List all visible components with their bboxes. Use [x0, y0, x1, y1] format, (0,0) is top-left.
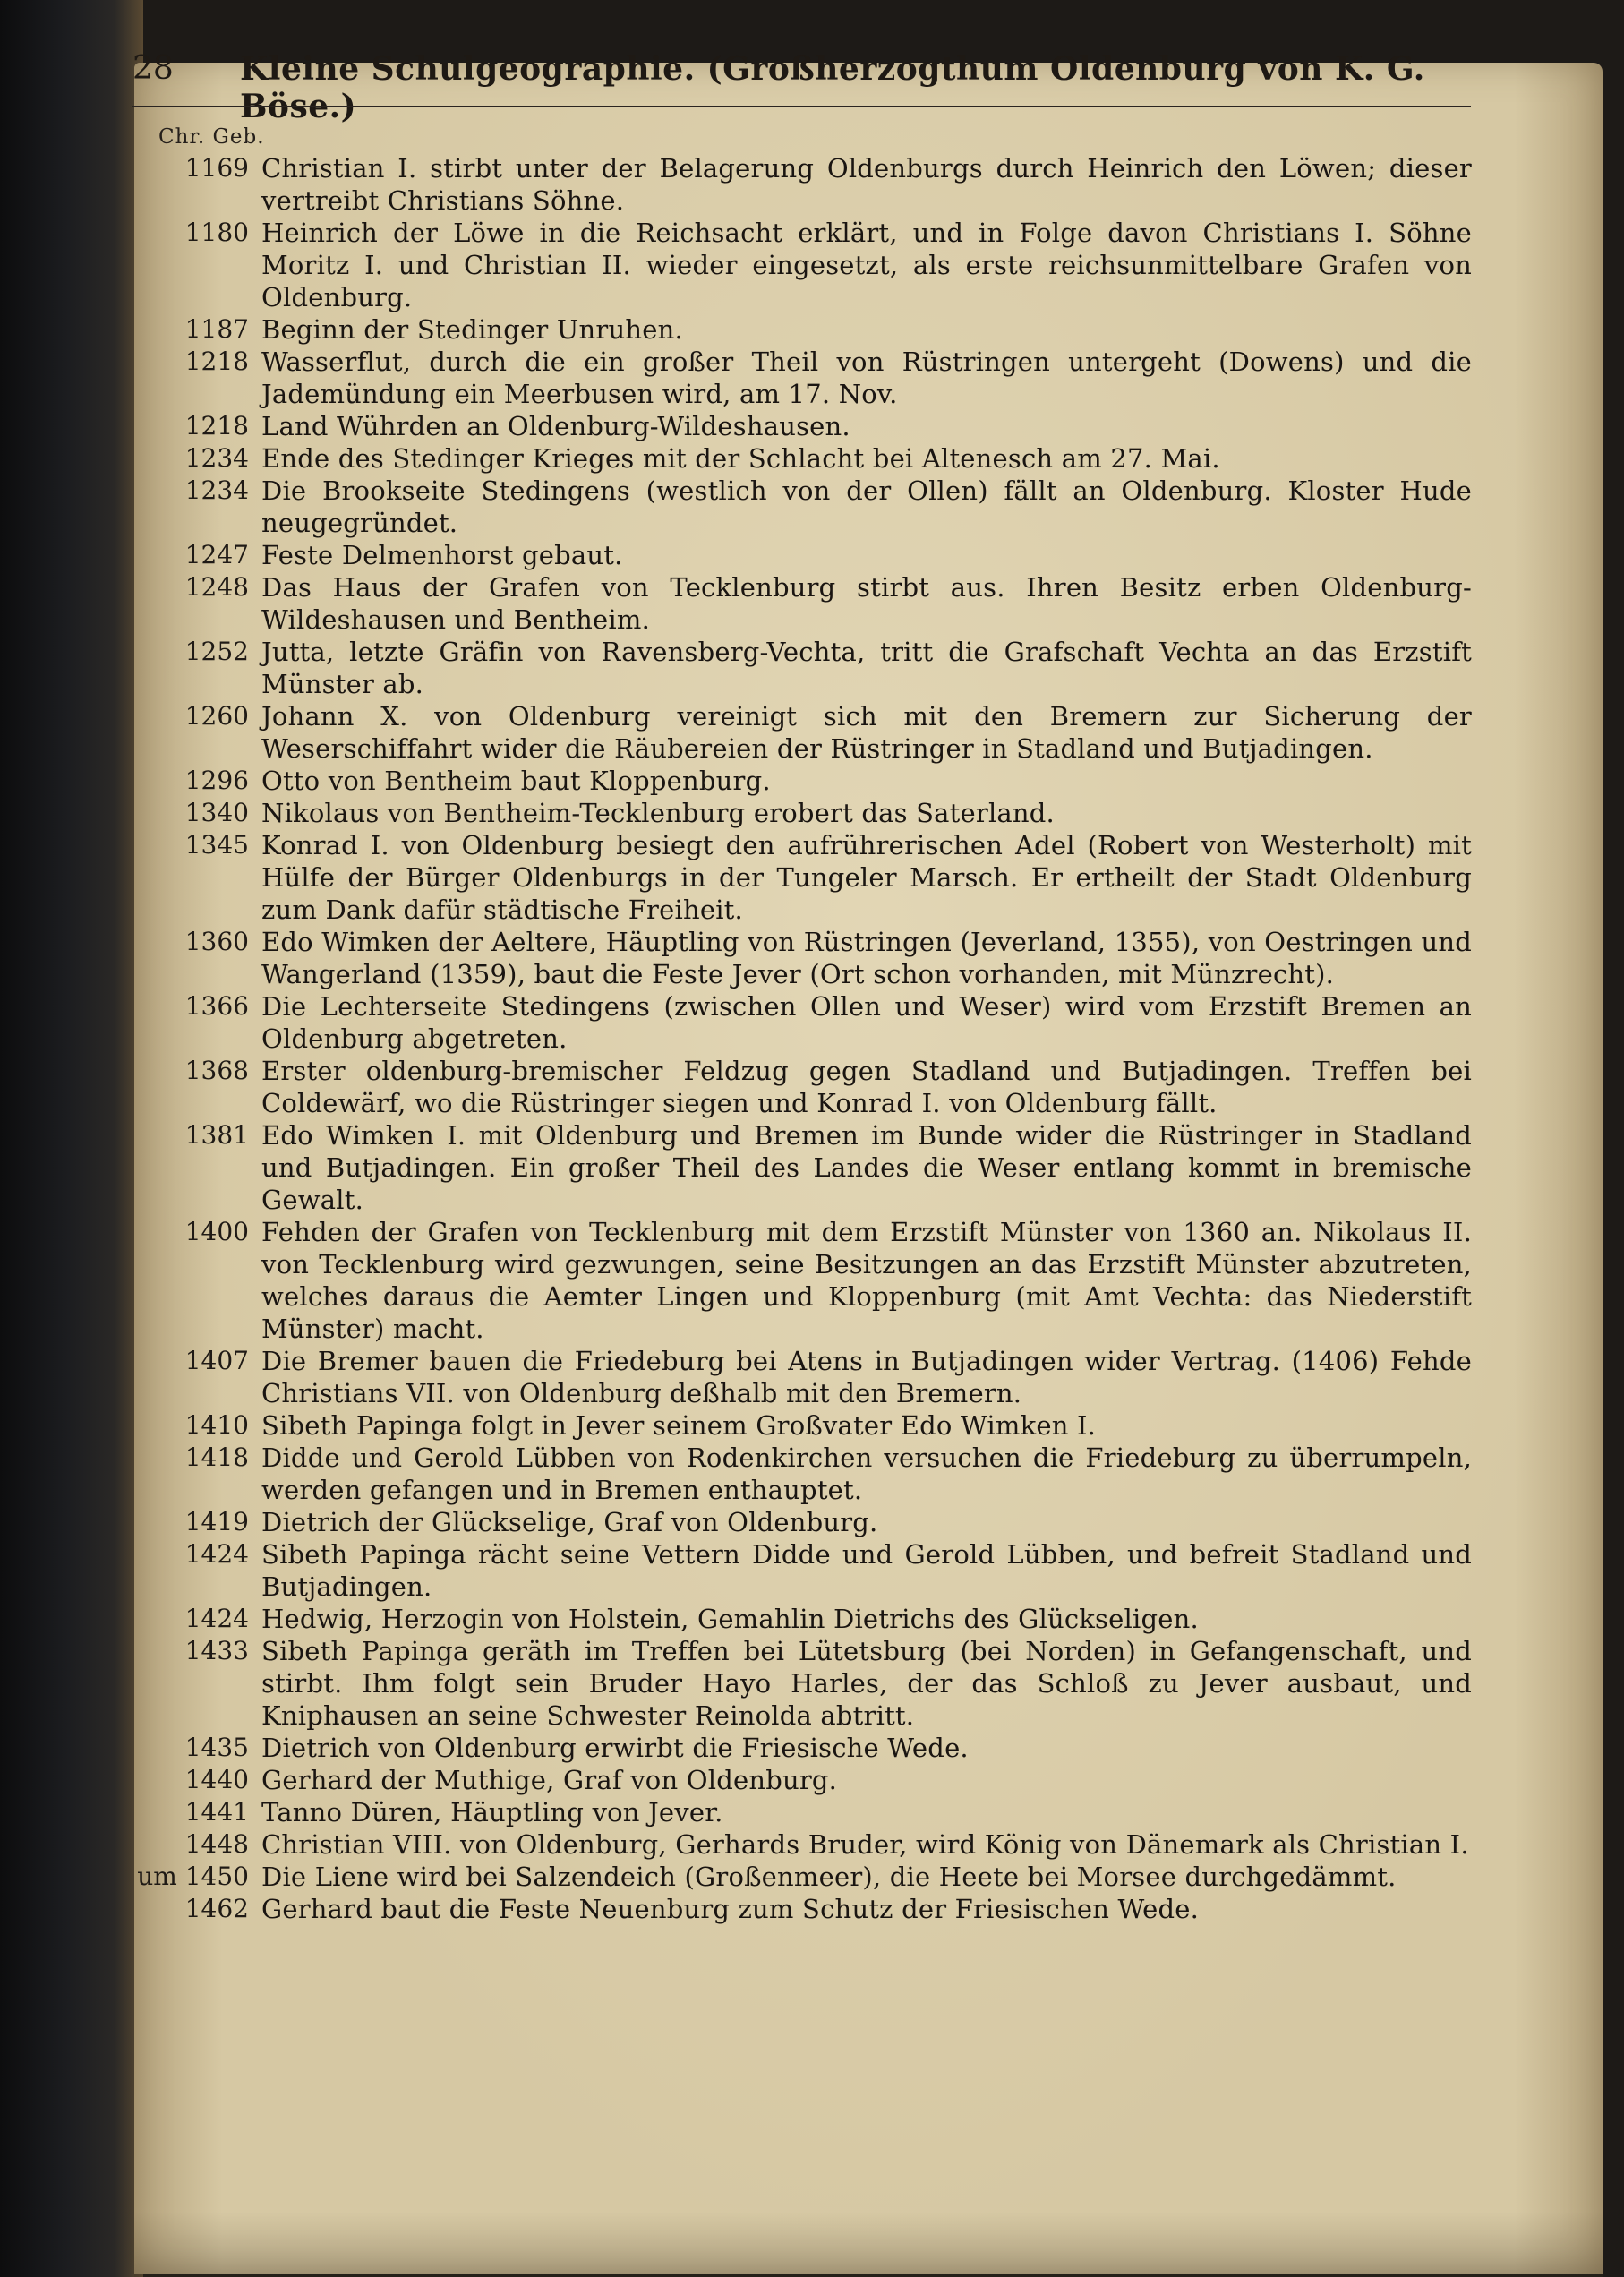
chronology-entry [134, 442, 1477, 475]
entry-year: 1296 [184, 766, 249, 795]
entry-text: Sibeth Papinga folgt in Jever seinem Großvater Edo Wimken I. [261, 1410, 1097, 1441]
entry-year: 1218 [184, 411, 249, 441]
chronology-entry [134, 571, 1477, 636]
entry-text: Edo Wimken I. mit Oldenburg und Bremen im Bunde wider die Rüstringer in Stadland und Butjadingen. Ein großer Theil des Landes die Weser entlang kommt in bremische Gewalt. [261, 1120, 1472, 1215]
chronology-list [134, 152, 1477, 1925]
entry-year: 1440 [184, 1765, 249, 1794]
entry-year: 1345 [184, 830, 249, 860]
entry-year: 1260 [184, 701, 249, 731]
entry-year: um 1450 [137, 1862, 249, 1891]
entry-text: Sibeth Papinga rächt seine Vettern Didde und Gerold Lübben, und befreit Stadland und Butjadingen. [261, 1539, 1472, 1602]
chronology-entry [134, 1409, 1477, 1442]
entry-text: Die Lechterseite Stedingens (zwischen Ollen und Weser) wird vom Erzstift Bremen an Oldenburg abgetreten. [261, 991, 1472, 1054]
chronology-entry [134, 1828, 1477, 1861]
chronology-entry [134, 1732, 1477, 1764]
chronology-entry [134, 1506, 1477, 1538]
entry-year: 1360 [184, 927, 249, 956]
entry-year: 1234 [184, 475, 249, 505]
entry-year: 1407 [184, 1346, 249, 1375]
page-header [132, 50, 1471, 125]
chronology-entry [134, 1055, 1477, 1119]
chronology-entry [134, 539, 1477, 571]
entry-text: Das Haus der Grafen von Tecklenburg stirbt aus. Ihren Besitz erben Oldenburg-Wildeshausen und Bentheim. [261, 572, 1472, 635]
entry-year: 1424 [184, 1539, 249, 1569]
entry-year: 1187 [184, 314, 249, 344]
entry-year: 1368 [184, 1056, 249, 1085]
entry-text: Wasserflut, durch die ein großer Theil von Rüstringen untergeht (Dowens) und die Jademündung ein Meerbusen wird, am 17. Nov. [261, 347, 1472, 409]
entry-text: Fehden der Grafen von Tecklenburg mit dem Erzstift Münster von 1360 an. Nikolaus II. von Tecklenburg wird gezwungen, seine Besitzungen an das Erzstift Münster abzutreten, welches daraus die Aemter Lingen und Kloppenburg (mit Amt Vechta: das Niederstift Münster) macht. [261, 1217, 1472, 1344]
chronology-entry [134, 1119, 1477, 1216]
entry-text: Jutta, letzte Gräfin von Ravensberg-Vechta, tritt die Grafschaft Vechta an das Erzstift Münster ab. [261, 637, 1472, 699]
chronology-entry [134, 346, 1477, 410]
entry-text: Sibeth Papinga geräth im Treffen bei Lütetsburg (bei Norden) in Gefangenschaft, und stirbt. Ihm folgt sein Bruder Hayo Harles, der das Schloß zu Jever ausbaut, und Kniphausen an seine Schwester Reinolda abtritt. [261, 1636, 1472, 1731]
entry-year: 1252 [184, 637, 249, 666]
entry-year: 1410 [184, 1410, 249, 1440]
entry-year: 1180 [184, 218, 249, 247]
entry-text: Gerhard der Muthige, Graf von Oldenburg. [261, 1765, 838, 1795]
chronology-entry [134, 700, 1477, 765]
entry-year: 1169 [184, 153, 249, 183]
chronology-entry [134, 475, 1477, 539]
entry-year: 1419 [184, 1507, 249, 1537]
chronology-entry [134, 990, 1477, 1055]
entry-text: Tanno Düren, Häuptling von Jever. [261, 1797, 723, 1828]
entry-year: 1381 [184, 1120, 249, 1150]
entry-text: Hedwig, Herzogin von Holstein, Gemahlin Dietrichs des Glückseligen. [261, 1604, 1199, 1634]
page-bottom-shadow [134, 2212, 1603, 2277]
chronology-entry [134, 1538, 1477, 1603]
chronology-entry [134, 1635, 1477, 1732]
entry-text: Konrad I. von Oldenburg besiegt den aufrührerischen Adel (Robert von Westerholt) mit Hülfe der Bürger Oldenburgs in der Tungeler Marsch. Er ertheilt der Stadt Oldenburg zum Dank dafür städtische Freiheit. [261, 830, 1472, 925]
chronology-entry [134, 1442, 1477, 1506]
entry-text: Christian VIII. von Oldenburg, Gerhards Bruder, wird König von Dänemark als Christian I. [261, 1829, 1469, 1860]
entry-text: Edo Wimken der Aeltere, Häuptling von Rüstringen (Jeverland, 1355), von Oestringen und Wangerland (1359), baut die Feste Jever (Ort schon vorhanden, mit Münzrecht). [261, 927, 1472, 989]
entry-text: Feste Delmenhorst gebaut. [261, 540, 623, 570]
page-number: 28 [132, 50, 174, 87]
entry-text: Die Bremer bauen die Friedeburg bei Atens in Butjadingen wider Vertrag. (1406) Fehde Christians VII. von Oldenburg deßhalb mit den Bremern. [261, 1346, 1472, 1408]
column-label: Chr. Geb. [158, 125, 265, 149]
entry-year: 1248 [184, 572, 249, 602]
entry-year: 1462 [184, 1894, 249, 1923]
entry-text: Erster oldenburg-bremischer Feldzug gegen Stadland und Butjadingen. Treffen bei Coldewärf, wo die Rüstringer siegen und Konrad I. von Oldenburg fällt. [261, 1056, 1472, 1118]
chronology-entry [134, 829, 1477, 926]
chronology-entry [134, 765, 1477, 797]
chronology-entry [134, 636, 1477, 700]
entry-text: Ende des Stedinger Krieges mit der Schlacht bei Altenesch am 27. Mai. [261, 443, 1220, 474]
chronology-entry [134, 1764, 1477, 1796]
entry-year: 1247 [184, 540, 249, 569]
entry-text: Beginn der Stedinger Unruhen. [261, 314, 683, 345]
entry-year: 1435 [184, 1733, 249, 1762]
entry-year: 1448 [184, 1829, 249, 1859]
entry-text: Dietrich von Oldenburg erwirbt die Friesische Wede. [261, 1733, 969, 1763]
chronology-entry [134, 410, 1477, 442]
chronology-entry [134, 1861, 1477, 1893]
chronology-entry [134, 1216, 1477, 1345]
entry-text: Dietrich der Glückselige, Graf von Oldenburg. [261, 1507, 878, 1537]
chronology-entry [134, 152, 1477, 217]
chronology-entry [134, 217, 1477, 313]
chronology-entry [134, 926, 1477, 990]
chronology-entry [134, 1345, 1477, 1409]
entry-year: 1366 [184, 991, 249, 1021]
chronology-entry [134, 1603, 1477, 1635]
header-rule [132, 106, 1471, 107]
entry-text: Johann X. von Oldenburg vereinigt sich mit den Bremern zur Sicherung der Weserschiffahrt wider die Räubereien der Rüstringer in Stadland und Butjadingen. [261, 701, 1472, 764]
entry-year: 1441 [184, 1797, 249, 1827]
entry-text: Die Liene wird bei Salzendeich (Großenmeer), die Heete bei Morsee durchgedämmt. [261, 1862, 1397, 1892]
chronology-entry [134, 797, 1477, 829]
chronology-entry [134, 313, 1477, 346]
entry-text: Didde und Gerold Lübben von Rodenkirchen versuchen die Friedeburg zu überrumpeln, werden gefangen und in Bremen enthauptet. [261, 1442, 1472, 1505]
entry-year: 1234 [184, 443, 249, 473]
entry-year: 1218 [184, 347, 249, 376]
entry-text: Land Wührden an Oldenburg-Wildeshausen. [261, 411, 850, 441]
entry-year: 1400 [184, 1217, 249, 1246]
entry-text: Nikolaus von Bentheim-Tecklenburg erobert das Saterland. [261, 798, 1055, 828]
entry-year: 1424 [184, 1604, 249, 1633]
entry-year: 1418 [184, 1442, 249, 1472]
entry-text: Gerhard baut die Feste Neuenburg zum Schutz der Friesischen Wede. [261, 1894, 1200, 1924]
chronology-entry [134, 1796, 1477, 1828]
entry-text: Heinrich der Löwe in die Reichsacht erklärt, und in Folge davon Christians I. Söhne Moritz I. und Christian II. wieder eingesetzt, als erste reichsunmittelbare Grafen von Oldenburg. [261, 218, 1472, 312]
entry-year: 1433 [184, 1636, 249, 1665]
entry-text: Die Brookseite Stedingens (westlich von der Ollen) fällt an Oldenburg. Kloster Hude neugegründet. [261, 475, 1472, 538]
book-spine [0, 0, 143, 2277]
entry-text: Christian I. stirbt unter der Belagerung Oldenburgs durch Heinrich den Löwen; dieser vertreibt Christians Söhne. [261, 153, 1472, 216]
chronology-entry [134, 1893, 1477, 1925]
running-title: Kleine Schulgeographie. (Großherzogthum Oldenburg von K. G. Böse.) [240, 50, 1425, 125]
entry-year: 1340 [184, 798, 249, 827]
entry-text: Otto von Bentheim baut Kloppenburg. [261, 766, 771, 796]
